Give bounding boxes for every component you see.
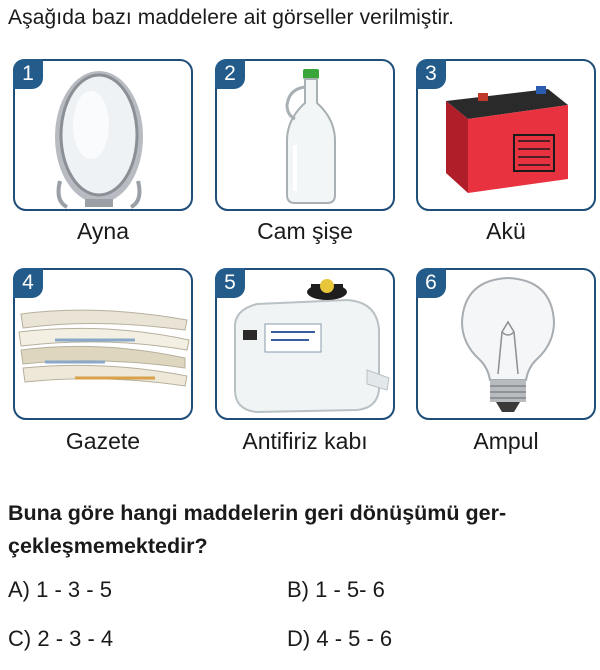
item-label: Ayna xyxy=(76,218,129,244)
option-text: 4 - 5 - 6 xyxy=(316,626,393,651)
item-card-5 xyxy=(215,268,395,420)
item-card-1 xyxy=(13,59,193,211)
item-label: Ampul xyxy=(473,428,539,454)
item-number-badge: 5 xyxy=(215,268,245,298)
item-number-badge: 3 xyxy=(416,59,446,89)
item-label: Gazete xyxy=(65,428,141,454)
option-text: 1 - 5- 6 xyxy=(315,577,385,602)
item-label: Cam şişe xyxy=(257,218,353,244)
option-letter: B) xyxy=(287,577,309,602)
option-d[interactable] xyxy=(287,626,392,652)
question-line-1: Buna göre hangi maddelerin geri dönüşümü ger- xyxy=(8,501,507,525)
item-card-6 xyxy=(416,268,596,420)
item-card-2 xyxy=(215,59,395,211)
option-c[interactable] xyxy=(8,626,113,652)
item-label: Antifiriz kabı xyxy=(242,428,368,454)
item-number-badge: 2 xyxy=(215,59,245,89)
item-card-4 xyxy=(13,268,193,420)
intro-text: Aşağıda bazı maddelere ait görseller verilmiştir. xyxy=(8,6,455,29)
option-a[interactable] xyxy=(8,577,112,603)
item-number-badge: 1 xyxy=(13,59,43,89)
option-text: 1 - 3 - 5 xyxy=(36,577,112,602)
option-letter: C) xyxy=(8,626,32,651)
option-b[interactable] xyxy=(287,577,385,603)
option-letter: D) xyxy=(287,626,311,651)
question-text xyxy=(8,497,592,563)
option-text: 2 - 3 - 4 xyxy=(37,626,114,651)
item-label: Akü xyxy=(486,218,526,244)
item-card-3 xyxy=(416,59,596,211)
item-number-badge: 4 xyxy=(13,268,43,298)
question-line-2: çekleşmemektedir? xyxy=(8,534,208,558)
option-letter: A) xyxy=(8,577,30,602)
item-number-badge: 6 xyxy=(416,268,446,298)
